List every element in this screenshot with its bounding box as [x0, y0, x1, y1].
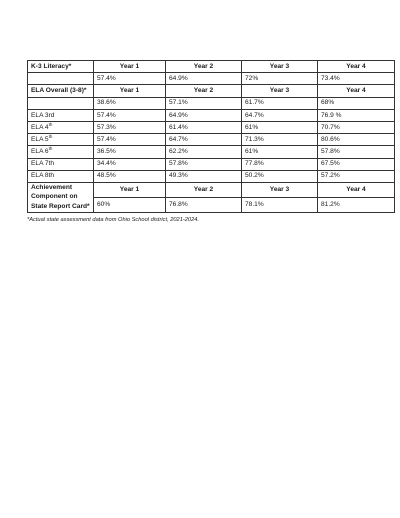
value-cell: 57.8%	[166, 158, 242, 170]
value-cell: 78.1%	[242, 197, 318, 212]
achievement-header-row	[28, 182, 395, 197]
value-cell: 57.4%	[94, 109, 166, 121]
value-cell: 64.7%	[166, 134, 242, 146]
table-row	[28, 170, 395, 182]
value-cell: 61%	[242, 146, 318, 158]
empty-cell	[28, 97, 94, 109]
k3-section-label: K-3 Literacy*	[28, 61, 94, 73]
year-2-header: Year 2	[166, 182, 242, 197]
value-cell: 61.4%	[166, 121, 242, 133]
ela-section-label: ELA Overall (3-8)*	[28, 85, 94, 97]
grade-label	[28, 146, 94, 158]
value-cell: 57.8%	[318, 146, 395, 158]
value-cell: 76.9 %	[318, 109, 395, 121]
table-row	[28, 109, 395, 121]
grade-text: ELA 4	[31, 123, 49, 131]
year-4-header: Year 4	[318, 182, 395, 197]
value-cell: 57.1%	[166, 97, 242, 109]
achievement-label-line: Achievement	[31, 183, 73, 191]
value-cell: 36.5%	[94, 146, 166, 158]
value-cell: 64.7%	[242, 109, 318, 121]
value-cell: 71.3%	[242, 134, 318, 146]
achievement-label-line: Component on	[31, 193, 78, 201]
value-cell: 50.2%	[242, 170, 318, 182]
value-cell: 60%	[94, 197, 166, 212]
value-cell: 57.2%	[318, 170, 395, 182]
table-row	[28, 158, 395, 170]
year-4-header: Year 4	[318, 61, 395, 73]
value-cell: 34.4%	[94, 158, 166, 170]
value-cell: 64.9%	[166, 73, 242, 85]
value-cell: 81.2%	[318, 197, 395, 212]
value-cell: 61.7%	[242, 97, 318, 109]
value-cell: 67.5%	[318, 158, 395, 170]
year-3-header: Year 3	[242, 85, 318, 97]
achievement-label-line: State Report Card*	[31, 202, 90, 210]
value-cell: 57.4%	[94, 73, 166, 85]
ela-header-row	[28, 85, 395, 97]
table-row	[28, 121, 395, 133]
year-1-header: Year 1	[94, 61, 166, 73]
value-cell: 77.8%	[242, 158, 318, 170]
value-cell: 80.6%	[318, 134, 395, 146]
value-cell: 64.9%	[166, 109, 242, 121]
value-cell: 76.8%	[166, 197, 242, 212]
grade-label: ELA 7th	[28, 158, 94, 170]
year-4-header: Year 4	[318, 85, 395, 97]
value-cell: 70.7%	[318, 121, 395, 133]
year-2-header: Year 2	[166, 61, 242, 73]
value-cell: 57.4%	[94, 134, 166, 146]
assessment-table	[27, 60, 395, 213]
year-2-header: Year 2	[166, 85, 242, 97]
value-cell: 48.5%	[94, 170, 166, 182]
grade-label: ELA 8th	[28, 170, 94, 182]
value-cell: 62.2%	[166, 146, 242, 158]
value-cell: 49.3%	[166, 170, 242, 182]
ordinal-suffix: th	[48, 133, 53, 139]
year-1-header: Year 1	[94, 182, 166, 197]
year-3-header: Year 3	[242, 61, 318, 73]
table-row	[28, 134, 395, 146]
grade-text: ELA 5	[31, 135, 49, 143]
year-1-header: Year 1	[94, 85, 166, 97]
empty-cell	[28, 73, 94, 85]
grade-label	[28, 134, 94, 146]
value-cell: 72%	[242, 73, 318, 85]
value-cell: 73.4%	[318, 73, 395, 85]
grade-label	[28, 121, 94, 133]
year-3-header: Year 3	[242, 182, 318, 197]
ordinal-suffix: th	[48, 121, 53, 127]
grade-text: ELA 6	[31, 148, 49, 156]
table-row	[28, 146, 395, 158]
k3-header-row	[28, 61, 395, 73]
grade-label: ELA 3rd	[28, 109, 94, 121]
ordinal-suffix: th	[48, 145, 53, 151]
ela-overall-row	[28, 97, 395, 109]
achievement-label	[28, 182, 94, 212]
table-footnote: *Actual state assessment data from Ohio School district, 2021-2024.	[27, 217, 199, 223]
value-cell: 61%	[242, 121, 318, 133]
value-cell: 68%	[318, 97, 395, 109]
k3-values-row	[28, 73, 395, 85]
value-cell: 38.6%	[94, 97, 166, 109]
value-cell: 57.3%	[94, 121, 166, 133]
